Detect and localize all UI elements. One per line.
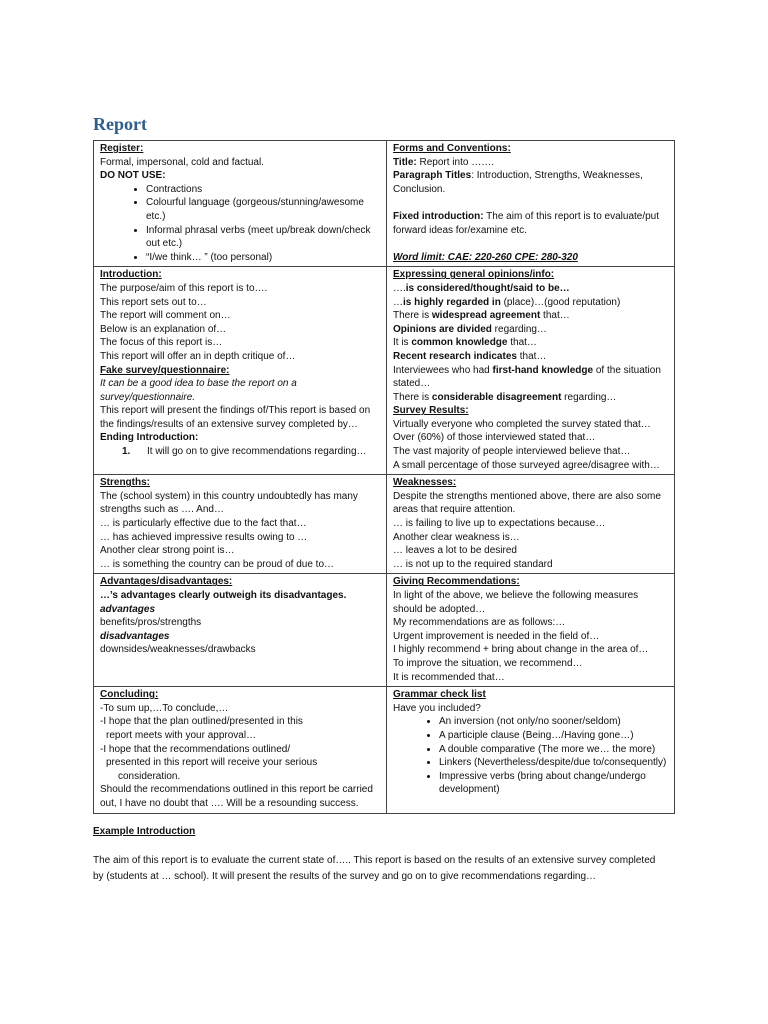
concluding-cell bbox=[94, 687, 387, 813]
text: Interviewees who had bbox=[393, 364, 493, 376]
list-item: This report sets out to… bbox=[100, 296, 207, 308]
list-item: • “I/we think… ” (too personal) bbox=[146, 251, 381, 265]
item-text: It will go on to give recommendations regarding… bbox=[147, 446, 367, 458]
do-not-use-list bbox=[100, 183, 381, 265]
text-bold: is highly regarded in bbox=[403, 296, 501, 308]
title-text: Report into ……. bbox=[419, 156, 494, 168]
text-bold: widespread agreement bbox=[431, 310, 541, 322]
list-item: A small percentage of those surveyed agree/disagree with… bbox=[393, 459, 660, 471]
register-desc: Formal, impersonal, cold and factual. bbox=[100, 156, 264, 168]
list-item: The vast majority of people interviewed believe that… bbox=[393, 446, 631, 458]
list-item: The focus of this report is… bbox=[100, 337, 223, 349]
list-item: presented in this report will receive your serious bbox=[106, 757, 318, 769]
list-item: Below is an explanation of… bbox=[100, 323, 227, 335]
list-item: • Contractions bbox=[146, 183, 381, 197]
list-item bbox=[393, 336, 669, 350]
text: …. bbox=[393, 282, 406, 294]
fixed-label: Fixed introduction: bbox=[393, 210, 484, 222]
opinions-cell bbox=[387, 267, 675, 475]
forms-para-line bbox=[393, 169, 669, 196]
grammar-heading: Grammar check list bbox=[393, 689, 486, 701]
text: It is bbox=[393, 337, 412, 349]
list-item: My recommendations are as follows:… bbox=[393, 617, 566, 629]
survey-results-heading: Survey Results: bbox=[393, 405, 469, 417]
text: There is bbox=[393, 391, 432, 403]
text-bold: is considered/thought/said to be… bbox=[405, 282, 570, 294]
strengths-cell bbox=[94, 475, 387, 574]
list-item: consideration. bbox=[118, 770, 181, 782]
list-item: • Informal phrasal verbs (meet up/break down/check out etc.) bbox=[146, 224, 381, 251]
grammar-intro: Have you included? bbox=[393, 702, 481, 714]
text: of the situation stated… bbox=[393, 364, 661, 390]
recommendations-cell bbox=[387, 574, 675, 687]
grammar-cell bbox=[387, 687, 675, 813]
text-bold: first-hand knowledge bbox=[492, 364, 594, 376]
table-row bbox=[94, 574, 675, 687]
forms-title-line bbox=[393, 156, 669, 170]
table-row bbox=[94, 141, 675, 267]
list-item: -I hope that the recommendations outlined/ bbox=[100, 743, 291, 755]
text: that… bbox=[516, 350, 547, 362]
list-item: … is something the country can be proud of due to… bbox=[100, 558, 335, 570]
fake-survey-heading: Fake survey/questionnaire: bbox=[100, 364, 230, 376]
list-item: • A double comparative (The more we… the more) bbox=[439, 743, 669, 757]
table-row bbox=[94, 475, 675, 574]
advantages-line: …’s advantages clearly outweigh its disadvantages. bbox=[100, 590, 347, 601]
list-item: Urgent improvement is needed in the field of… bbox=[393, 630, 600, 642]
spacer bbox=[393, 237, 669, 251]
list-item: … has achieved impressive results owing to … bbox=[100, 531, 308, 543]
register-cell bbox=[94, 141, 387, 267]
list-item: I highly recommend + bring about change in the area of… bbox=[393, 644, 649, 656]
report-table bbox=[93, 140, 675, 814]
list-item: • An inversion (not only/no sooner/seldom) bbox=[439, 715, 669, 729]
concluding-heading: Concluding: bbox=[100, 689, 159, 701]
list-item: -I hope that the plan outlined/presented in this bbox=[100, 716, 303, 728]
list-item: report meets with your approval… bbox=[106, 729, 257, 741]
text: regarding… bbox=[561, 391, 617, 403]
title-label: Title: bbox=[393, 156, 417, 168]
fixed-text: The aim of this report is to evaluate/put forward ideas for/examine etc. bbox=[393, 210, 660, 236]
ending-intro-item bbox=[100, 445, 381, 459]
fake-survey-note: It can be a good idea to base the report on a survey/questionnaire. bbox=[100, 378, 297, 403]
text: that… bbox=[540, 310, 570, 322]
text: There is bbox=[393, 310, 432, 322]
introduction-cell bbox=[94, 267, 387, 475]
text-bold: considerable disagreement bbox=[431, 391, 562, 403]
word-limit: Word limit: CAE: 220-260 CPE: 280-320 bbox=[393, 251, 578, 263]
text-bold: Recent research indicates bbox=[393, 350, 517, 362]
forms-cell bbox=[387, 141, 675, 267]
weaknesses-heading: Weaknesses: bbox=[393, 477, 457, 489]
list-item: Virtually everyone who completed the survey stated that… bbox=[393, 418, 651, 430]
spacer bbox=[393, 196, 669, 210]
list-item: … is particularly effective due to the fact that… bbox=[100, 518, 307, 530]
text: (place)…(good reputation) bbox=[500, 296, 621, 308]
example-heading: Example Introduction bbox=[93, 826, 196, 837]
text: that… bbox=[507, 337, 537, 349]
list-item bbox=[393, 309, 669, 323]
advantages-heading: Advantages/disadvantages: bbox=[100, 576, 233, 588]
advantages-label: advantages bbox=[100, 603, 156, 615]
list-item: … leaves a lot to be desired bbox=[393, 545, 517, 557]
disadvantages-text: downsides/weaknesses/drawbacks bbox=[100, 644, 256, 656]
do-not-use-label: DO NOT USE: bbox=[100, 170, 166, 182]
list-item: Over (60%) of those interviewed stated that… bbox=[393, 432, 596, 444]
para-text: : Introduction, Strengths, Weaknesses, Conclusion. bbox=[393, 170, 643, 195]
fixed-intro-line bbox=[393, 210, 669, 237]
register-heading: Register: bbox=[100, 143, 144, 154]
page-title: Report bbox=[93, 114, 147, 134]
list-item: • A participle clause (Being…/Having gone…) bbox=[439, 729, 669, 743]
list-item: Should the recommendations outlined in this report be carried out, I have no doubt that …. Will be a resounding success. bbox=[100, 784, 373, 809]
list-item bbox=[393, 391, 669, 405]
list-item bbox=[393, 364, 669, 391]
table-row bbox=[94, 687, 675, 813]
list-item: Another clear strong point is… bbox=[100, 545, 235, 557]
list-item: This report will offer an in depth critique of… bbox=[100, 350, 296, 362]
advantages-text: benefits/pros/strengths bbox=[100, 617, 202, 629]
advantages-cell bbox=[94, 574, 387, 687]
ending-intro-label: Ending Introduction: bbox=[100, 432, 199, 444]
list-item: Despite the strengths mentioned above, there are also some areas that require attention. bbox=[393, 490, 661, 516]
grammar-list bbox=[393, 715, 669, 797]
list-item: The (school system) in this country undoubtedly has many strengths such as …. And… bbox=[100, 490, 358, 516]
text: … bbox=[393, 296, 403, 308]
table-row bbox=[94, 267, 675, 475]
list-item: … is failing to live up to expectations because… bbox=[393, 518, 606, 530]
forms-heading: Forms and Conventions: bbox=[393, 143, 511, 154]
list-item: • Impressive verbs (bring about change/undergo development) bbox=[439, 770, 669, 797]
list-item: -To sum up,…To conclude,… bbox=[100, 702, 229, 714]
disadvantages-label: disadvantages bbox=[100, 630, 170, 642]
list-item: • Linkers (Nevertheless/despite/due to/consequently) bbox=[439, 756, 669, 770]
list-item: The purpose/aim of this report is to…. bbox=[100, 282, 268, 294]
weaknesses-cell bbox=[387, 475, 675, 574]
text-bold: Opinions are divided bbox=[393, 323, 492, 335]
strengths-heading: Strengths: bbox=[100, 477, 150, 489]
example-text: The aim of this report is to evaluate the current state of….. This report is based on the results of an extensive survey completed by (students at … school). It will present the results of the survey and go on to give recommendations regarding… bbox=[93, 855, 656, 882]
recommendations-heading: Giving Recommendations: bbox=[393, 576, 520, 588]
list-item: … is not up to the required standard bbox=[393, 558, 553, 570]
fake-survey-text: This report will present the findings of/This report is based on the findings/results of an extensive survey completed by… bbox=[100, 405, 371, 430]
list-item: In light of the above, we believe the following measures should be adopted… bbox=[393, 590, 639, 615]
list-item bbox=[393, 296, 669, 310]
introduction-heading: Introduction: bbox=[100, 269, 162, 281]
list-item bbox=[393, 350, 669, 364]
list-item: To improve the situation, we recommend… bbox=[393, 657, 583, 669]
item-number: 1. bbox=[122, 446, 131, 458]
opinions-heading: Expressing general opinions/info: bbox=[393, 269, 555, 281]
para-label: Paragraph Titles bbox=[393, 170, 472, 182]
list-item: • Colourful language (gorgeous/stunning/awesome etc.) bbox=[146, 196, 381, 223]
list-item: The report will comment on… bbox=[100, 310, 231, 322]
list-item: It is recommended that… bbox=[393, 671, 505, 683]
list-item bbox=[393, 282, 669, 296]
text-bold: common knowledge bbox=[411, 337, 508, 349]
text: regarding… bbox=[491, 323, 547, 335]
list-item bbox=[393, 323, 669, 337]
list-item: Another clear weakness is… bbox=[393, 531, 520, 543]
